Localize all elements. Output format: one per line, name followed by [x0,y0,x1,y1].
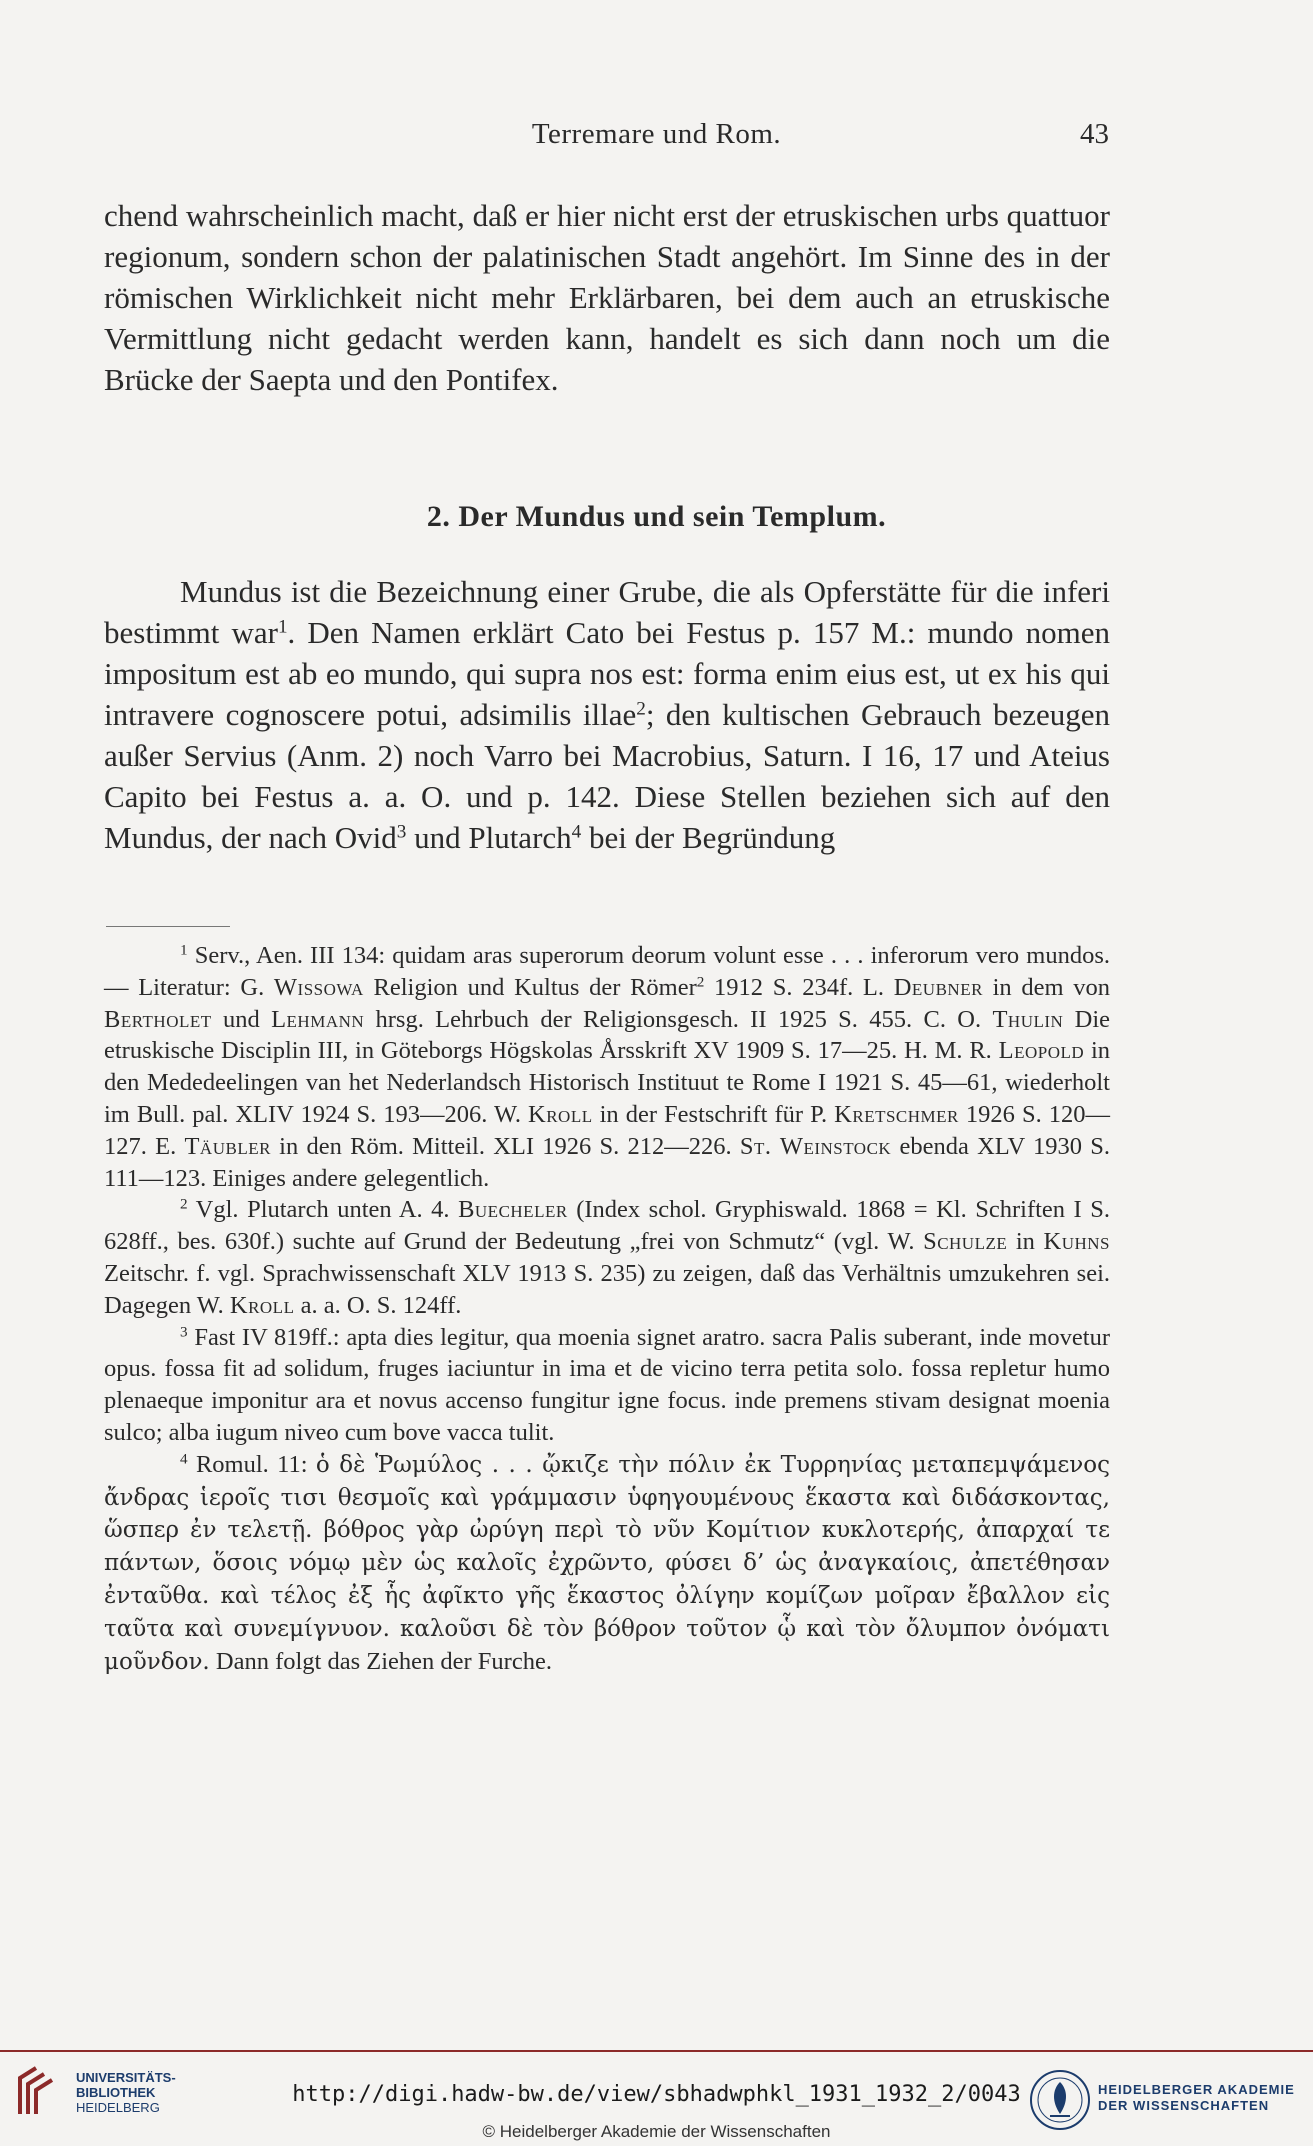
author-name: Schulze [923,1228,1008,1256]
section-heading: 2. Der Mundus und sein Templum. [426,500,887,533]
footnotes [104,940,1110,1678]
academy-logo-icon[interactable] [1028,2068,1092,2132]
copyright-notice: © Heidelberger Akademie der Wissenschaften [482,2122,831,2141]
footnote-text: 1926 S. 120—127. E. [104,1100,1110,1160]
footnote-divider [106,926,230,927]
footnote-mark: 4 [180,1450,188,1468]
paragraph-mundus [104,571,1110,858]
author-name: Leopold [998,1037,1085,1065]
footnote-ref[interactable]: 3 [396,821,407,843]
greek-quotation: ὁ δὲ Ῥωμύλος . . . ᾤκιζε τὴν πόλιν ἐκ Τυρρηνίας μεταπεμψάμενος ἄνδρας ἱεροῖς τισι θεσμοῖς καὶ γράμμασιν ὑφηγουμένους ἕκαστα καὶ διδάσκοντας, ὥσπερ ἐν τελετῇ. βόθρος γὰρ ὠρύγη περὶ τὸ νῦν Κομίτιον κυκλοτερής, ἀπαρχαί τε πάντων, ὅσοις νόμῳ μὲν ὡς καλοῖς ἐχρῶντο, φύσει δ’ ὡς ἀναγκαίοις, ἀπετέθησαν ἐνταῦθα. καὶ τέλος ἐξ ἧς ἀφῖκτο γῆς ἕκαστος ὀλίγην κομίζων μοῖραν ἔβαλλον εἰς ταῦτα καὶ συνεμίγνυον. καλοῦσι δὲ τὸν βόθρον τοῦτον ᾧ καὶ τὸν ὄλυμπον ὀνόματι μοῦνδον. [104,1451,1111,1675]
author-name: Bertholet [104,1005,212,1033]
author-name: Buecheler [458,1196,568,1224]
paragraph-continuation: chend wahrscheinlich macht, daß er hier nicht erst der etruskischen urbs quattuor regionum, sondern schon der palatinischen Stadt angehört. Im Sinne des in der römischen Wirklichkeit nicht mehr Erklärbaren, bei dem auch an etruskische Vermittlung nicht gedacht werden kann, handelt es sich dann noch um die Brücke der Saepta und den Pontifex. [104,198,1110,397]
author-name: Kuhns [1043,1228,1110,1256]
footnote-text: in dem von [982,973,1110,1001]
paragraph-text: und Plutarch [406,820,572,855]
academy-line: DER WISSENSCHAFTEN [1098,2098,1270,2113]
footnote-ref[interactable]: 1 [277,616,288,638]
footnote-text: ebenda XLV 1930 S. 111—123. Einiges andere gelegentlich. [104,1132,1110,1192]
author-name: Kretschmer [834,1100,959,1128]
author-name: Kroll [229,1291,295,1319]
footnote-text: Fast IV 819ff.: apta dies legitur, qua moenia signet aratro. sacra Palis suberant, inde movetur opus. fossa fit ad solidum, fruges iaciuntur in ima et de vicino terra petita solo. fossa repletur humo plenaeque imponitur ara et novus accenso fungitur igne focus. inde premens stivam designat moenia sulco; alba iugum niveo cum bove vacca tulit. [104,1323,1110,1446]
footnote-ref[interactable]: 4 [571,821,582,843]
paragraph-text: ; den kultischen Gebrauch bezeugen außer Servius (Anm. 2) noch Varro bei Macrobius, Saturn. I 16, 17 und Ateius Capito bei Festus a. a. O. und p. 142. Diese Stellen beziehen sich auf den Mundus, der nach Ovid [104,697,1110,855]
footnote-mark: 1 [180,941,188,959]
footnote-3 [104,1322,1110,1449]
paragraph-text: . Den Namen erklärt Cato bei Festus p. 157 M.: mundo nomen impositum est ab eo mundo, qui supra nos est: forma enim eius est, ut ex his qui intravere cognoscere potui, adsimilis illae [104,615,1110,732]
paragraph-text: Mundus ist die Bezeichnung einer Grube, die als Opferstätte für die inferi bestimmt war [104,574,1110,650]
edition-mark: 2 [696,973,705,991]
footnote-mark: 3 [180,1323,188,1341]
academy-line: HEIDELBERGER AKADEMIE [1098,2082,1295,2097]
footnote-1 [104,940,1110,1194]
footnote-text: Die etruskische Disciplin III, in Göteborgs Högskolas Årsskrift XV 1909 S. 17—25. H. M. R. [104,1005,1111,1065]
author-name: Deubner [893,973,983,1001]
page-number: 43 [1080,118,1109,150]
footnote-text: a. a. O. S. 124ff. [294,1291,462,1319]
footnote-text: in den Mededeelingen van het Nederlandsch Historisch Instituut te Rome I 1921 S. 45—61, wiederholt im Bull. pal. XLIV 1924 S. 193—206. W. [104,1037,1110,1128]
footnote-text: Romul. 11: [187,1450,316,1478]
author-name: Kroll [528,1100,593,1128]
footnote-text: und [211,1005,272,1033]
footnote-ref[interactable]: 2 [636,698,646,720]
footnote-mark: 2 [180,1196,188,1214]
library-line: UNIVERSITÄTS- [76,2070,176,2085]
author-name: Wissowa [273,973,364,1001]
footnote-text: in den Röm. Mitteil. XLI 1926 S. 212—226. [270,1132,740,1160]
academy-label[interactable] [1098,2082,1295,2114]
footnote-text: (Index schol. Gryphiswald. 1868 = Kl. Schriften I S. 628ff., bes. 630f.) suchte auf Grund der Bedeutung „frei von Schmutz“ (vgl. W. [104,1196,1110,1256]
author-name: Lehmann [271,1005,365,1033]
footnote-text: Dann folgt das Ziehen der Furche. [209,1647,552,1675]
library-line: HEIDELBERG [76,2100,160,2115]
footnote-4 [104,1449,1110,1679]
footnote-text: hrsg. Lehrbuch der Religionsgesch. II 1925 S. 455. C. O. [364,1005,993,1033]
permalink-url[interactable]: http://digi.hadw-bw.de/view/sbhadwphkl_1931_1932_2/0043 [292,2082,1021,2107]
footnote-2 [104,1194,1110,1321]
running-title: Terremare und Rom. [531,118,782,150]
footnote-text: Zeitschr. f. vgl. Sprachwissenschaft XLV 1913 S. 235) zu zeigen, daß das Verhältnis umzukehren sei. Dagegen W. [104,1259,1110,1319]
paragraph-text: bei der Begründung [581,820,836,855]
footnote-text: Vgl. Plutarch unten A. 4. [187,1196,459,1224]
library-line: BIBLIOTHEK [76,2085,156,2100]
author-name: St. Weinstock [739,1132,892,1160]
running-header [0,118,1313,158]
footnote-text: 1912 S. 234f. L. [704,973,894,1001]
author-name: Thulin [992,1005,1064,1033]
footnote-text: in der Festschrift für P. [592,1100,835,1128]
footnote-text: in [1007,1228,1044,1256]
footnote-text: Serv., Aen. III 134: quidam aras superorum deorum volunt esse . . . inferorum vero mundos. — Literatur: G. [104,942,1110,1001]
author-name: Täubler [184,1132,271,1160]
footnote-text: Religion und Kultus der Römer [363,973,697,1001]
viewer-footer [0,2050,1313,2146]
